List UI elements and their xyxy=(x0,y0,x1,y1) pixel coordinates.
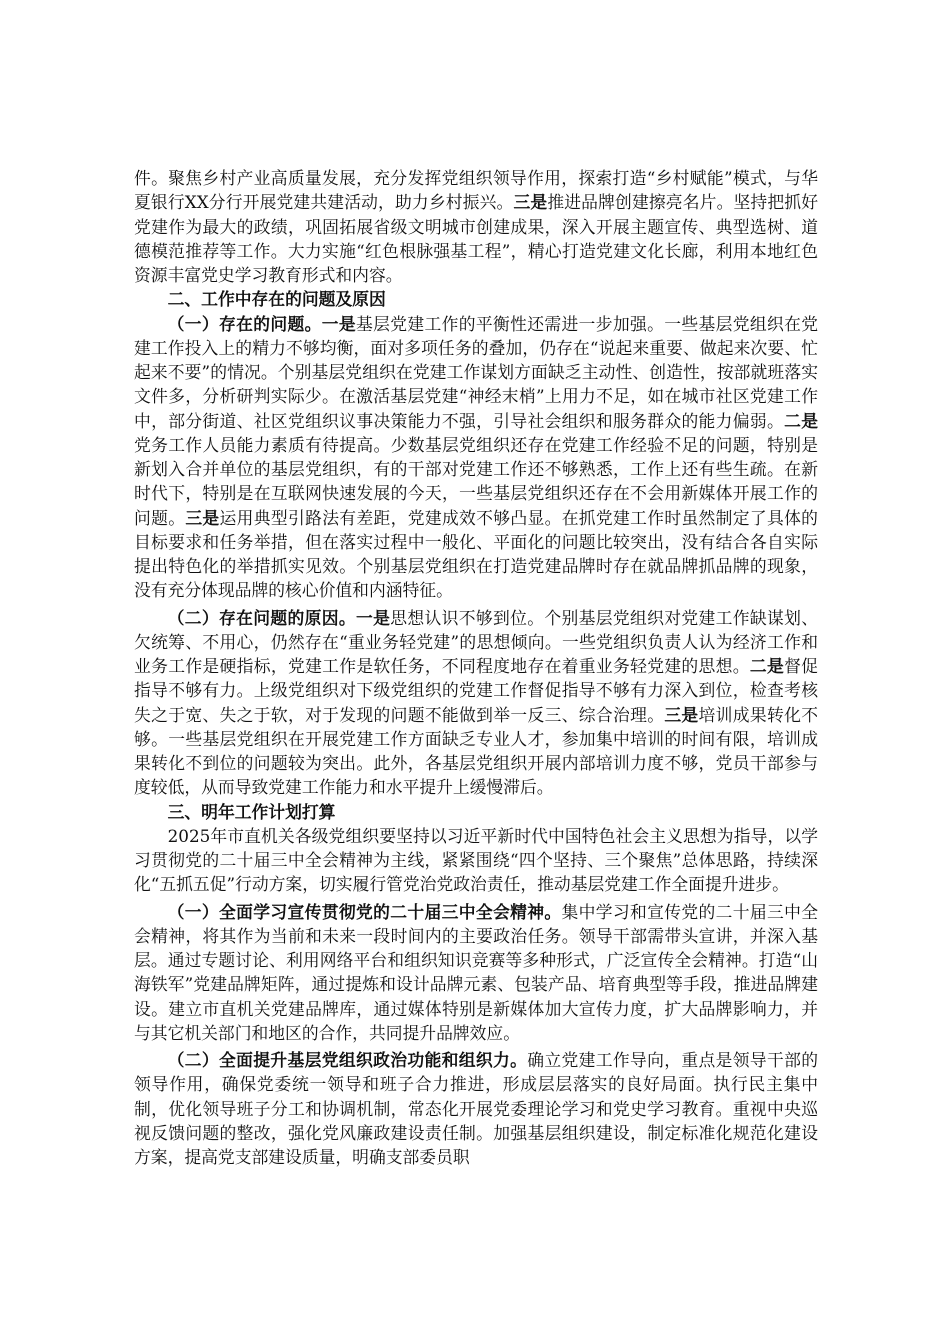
text-run: 件。聚焦乡村产业高质量发展，充分发挥党组织领导作用，探索打造“乡村赋能”模式，与华夏银行XX分行开展党建共建活动，助力乡村振兴。 xyxy=(134,168,818,213)
text-run: 确立党建工作导向，重点是领导干部的领导作用，确保党委统一领导和班子合力推进，形成层层落实的良好局面。执行民主集中制，优化领导班子分工和协调机制，常态化开展党委理论学习和党史学习教育。重视中央巡视反馈问题的整改，强化党风廉政建设责任制。加强基层组织建设，制定标准化规范化建设方案，提高党支部建设质量，明确支部委员职 xyxy=(134,1050,818,1167)
text-run-bold: 三是 xyxy=(513,192,548,213)
paragraph-plan-2 xyxy=(134,1048,818,1169)
text-run-bold: （一）全面学习宣传贯彻党的二十届三中全会精神。 xyxy=(167,901,562,922)
text-run: 2025年市直机关各级党组织要坚持以习近平新时代中国特色社会主义思想为指导，以学习贯彻党的二十届三中全会精神为主线，紧紧围绕“四个坚持、三个聚焦”总体思路，持续深化“五抓五促”行动方案，切实履行管党治党政治责任，推动基层党建工作全面提升进步。 xyxy=(134,825,818,895)
text-run: 党务工作人员能力素质有待提高。少数基层党组织还存在党建工作经验不足的问题，特别是新划入合并单位的基层党组织，有的干部对党建工作还不够熟悉，工作上还有些生疏。在新时代下，特别是在互联网快速发展的今天，一些基层党组织还存在不会用新媒体开展工作的问题。 xyxy=(134,434,818,528)
section-heading-3 xyxy=(134,800,818,824)
paragraph-causes xyxy=(134,606,818,800)
paragraph-intro xyxy=(134,166,818,287)
heading-text: 三、明年工作计划打算 xyxy=(167,801,336,822)
paragraph-plan-1 xyxy=(134,900,818,1046)
text-run-bold: （一）存在的问题。一是 xyxy=(167,313,356,334)
text-run: 基层党建工作的平衡性还需进一步加强。一些基层党组织在党建工作投入上的精力不够均衡，面对多项任务的叠加，仍存在“说起来重要、做起来次要、忙起来不要”的情况。个别基层党组织在党建工作谋划方面缺乏主动性、创造性，按部就班落实文件多，分析研判实际少。在激活基层党建“神经末梢”上用力不足，如在城市社区党建工作中，部分街道、社区党组织议事决策能力不强，引导社会组织和服务群众的能力偏弱。 xyxy=(134,313,818,431)
heading-text: 二、工作中存在的问题及原因 xyxy=(167,289,386,310)
text-run-bold: （二）存在问题的原因。一是 xyxy=(167,607,391,628)
text-run: 集中学习和宣传党的二十届三中全会精神，将其作为当前和未来一段时间内的主要政治任务。领导干部需带头宣讲，并深入基层。通过专题讨论、利用网络平台和组织知识竞赛等多种形式，广泛宣传全会精神。打造“山海铁军”党建品牌矩阵，通过提炼和设计品牌元素、包装产品、培育典型等手段，推进品牌建设。建立市直机关党建品牌库，通过媒体特别是新媒体加大宣传力度，扩大品牌影响力，并与其它机关部门和地区的合作，共同提升品牌效应。 xyxy=(134,901,818,1043)
text-run-bold: 二是 xyxy=(749,656,785,676)
text-run-bold: 三是 xyxy=(185,507,220,528)
text-run: 培训成果转化不够。一些基层党组织在开展党建工作方面缺乏专业人才，参加集中培训的时间有限，培训成果转化不到位的问题较为突出。此外，各基层党组织开展内部培训力度不够，党员干部参与度较低，从而导致党建工作能力和水平提升上缓慢滞后。 xyxy=(134,704,818,798)
section-heading-2 xyxy=(134,287,818,311)
text-run: 推进品牌创建擦亮名片。坚持把抓好党建作为最大的政绩，巩固拓展省级文明城市创建成果，深入开展主题宣传、典型选树、道德模范推荐等工作。大力实施“红色根脉强基工程”，精心打造党建文化长廊，利用本地红色资源丰富党史学习教育形式和内容。 xyxy=(134,192,818,285)
paragraph-plan-intro xyxy=(134,824,818,897)
text-run: 运用典型引路法有差距，党建成效不够凸显。在抓党建工作时虽然制定了具体的目标要求和任务举措，但在落实过程中一般化、平面化的问题比较突出，没有结合各自实际提出特色化的举措抓实见效。个别基层党组织在打造党建品牌时存在就品牌抓品牌的现象，没有充分体现品牌的核心价值和内涵特征。 xyxy=(134,507,818,601)
text-run-bold: 二是 xyxy=(784,410,818,431)
text-run: 思想认识不够到位。个别基层党组织对党建工作缺谋划、欠统筹、不用心，仍然存在“重业务轻党建”的思想倾向。一些党组织负责人认为经济工作和业务工作是硬指标，党建工作是软任务，不同程度地存在着重业务轻党建的思想。 xyxy=(134,607,818,676)
text-run-bold: 三是 xyxy=(664,704,699,725)
text-run-bold: （二）全面提升基层党组织政治功能和组织力。 xyxy=(167,1050,528,1070)
text-run: 督促指导不够有力。上级党组织对下级党组织的党建工作督促指导不够有力深入到位，检查考核失之于宽、失之于软，对于发现的问题不能做到举一反三、综合治理。 xyxy=(134,656,818,725)
paragraph-problems xyxy=(134,312,818,603)
